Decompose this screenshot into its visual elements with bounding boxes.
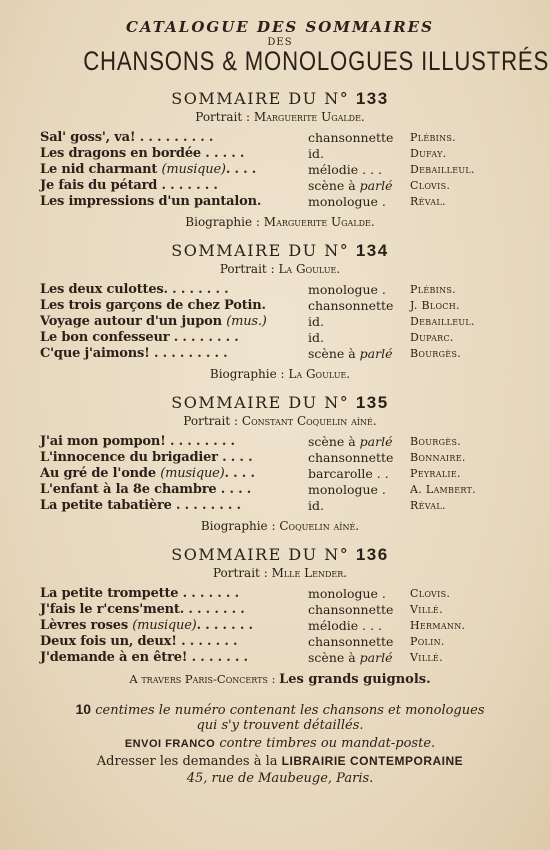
entry-genre-extra: . (381, 586, 386, 601)
entry-title (40, 130, 213, 146)
entry-genre (308, 346, 393, 362)
entry-author: A. Lambert. (410, 483, 476, 496)
entry-title (40, 346, 228, 362)
leader-dots: . . . . (225, 162, 257, 177)
portrait-name: Marguerite Ugalde. (253, 110, 365, 124)
sommaire-title (40, 545, 520, 565)
entry-title-extra: (musique) (161, 162, 226, 177)
entry-genre-extra: parlé (359, 434, 393, 449)
entry-genre (308, 634, 393, 650)
entry-title-text: J'fais le r'cens'ment (40, 602, 180, 617)
address-pre: Adresser les demandes à la (96, 754, 278, 769)
entry-title (40, 282, 228, 298)
sommaire-entry (40, 586, 520, 602)
entry-title-text: Deux fois un, deux! (40, 634, 177, 649)
entry-genre (308, 330, 324, 346)
sommaire-number: 134 (355, 241, 389, 260)
entry-author: Réval. (410, 195, 446, 208)
entry-genre (308, 586, 386, 602)
entry-title-text: Au gré de l'onde (40, 466, 156, 481)
entry-genre-text: monologue (308, 482, 378, 497)
leader-dots: . . . . . . . . . (135, 130, 214, 145)
entry-title-text: J'ai mon pompon! (40, 434, 166, 449)
entry-genre-extra: . . . (362, 618, 383, 633)
entry-author: Bourgès. (410, 347, 462, 360)
portrait-label: Portrait : (183, 414, 239, 428)
entry-genre-text: chansonnette (308, 450, 394, 465)
portrait-name: La Goulue. (278, 262, 341, 276)
leader-dots: . (256, 194, 262, 209)
sommaire-entry (40, 498, 520, 514)
entry-author: Réval. (410, 499, 446, 512)
sommaire-entry (40, 178, 520, 194)
sommaire-entry (40, 618, 520, 634)
entry-author: Peyralie. (410, 467, 461, 480)
entry-title (40, 498, 241, 514)
sommaire-entry (40, 434, 520, 450)
sommaire-entry (40, 650, 520, 666)
sommaire-entry (40, 162, 520, 178)
sommaire-entry (40, 450, 520, 466)
sommaire-entry (40, 282, 520, 298)
address-line (40, 754, 520, 769)
sommaire-title (40, 89, 520, 109)
entry-title (40, 482, 251, 498)
entry-genre-text: mélodie (308, 162, 359, 177)
entry-author: Bonnaire. (410, 451, 466, 464)
entry-genre-extra: . (381, 282, 386, 297)
leader-dots: . . . . . . . (157, 178, 218, 193)
leader-dots: . . . . . . . . (179, 602, 245, 617)
entry-author: Dufay. (410, 147, 447, 160)
leader-dots: . . . . . . . (178, 586, 239, 601)
leader-dots: . . . . . . . . (165, 434, 235, 449)
entry-genre-extra: parlé (359, 346, 393, 361)
entry-genre (308, 466, 389, 482)
entry-genre-text: scène à (308, 650, 356, 665)
entry-genre (308, 314, 324, 330)
envoi-franco: ENVOI FRANCO (124, 738, 216, 750)
biographie-name: Marguerite Ugalde. (263, 215, 375, 229)
leader-dots: . . . . (216, 482, 252, 497)
portrait-label: Portrait : (195, 110, 251, 124)
sommaire-section (40, 393, 520, 533)
leader-dots: . . . . . . . . (171, 498, 241, 513)
header-des-line: DES (267, 37, 293, 48)
entry-title (40, 434, 235, 450)
entry-author: J. Bloch. (410, 299, 460, 312)
entry-author: Plébins. (410, 131, 456, 144)
entry-genre-text: monologue (308, 282, 378, 297)
portrait-line (40, 566, 520, 580)
entry-title (40, 602, 245, 618)
entry-genre (308, 146, 324, 162)
entry-title-text: Les dragons en bordée (40, 146, 201, 161)
sommaire-entry (40, 194, 520, 210)
leader-dots: . . . . . . . . . (149, 346, 228, 361)
sommaire-title (40, 393, 520, 413)
entry-genre-text: scène à (308, 346, 356, 361)
entry-title (40, 586, 239, 602)
entry-genre (308, 482, 386, 498)
entry-author: Villé. (410, 603, 443, 616)
sommaire-entry (40, 130, 520, 146)
entry-genre-text: id. (308, 314, 324, 329)
sommaire-title (40, 241, 520, 261)
entry-genre-extra: . . (376, 466, 389, 481)
entry-genre (308, 650, 393, 666)
sommaire-title-text: SOMMAIRE DU N° (171, 89, 350, 108)
price-text: centimes le numéro contenant les chansons et monologues (95, 703, 485, 718)
entry-title (40, 618, 253, 634)
entry-genre (308, 130, 393, 146)
special-line (40, 672, 520, 687)
header-main-title: CHANSONS & MONOLOGUES ILLUSTRÉS (83, 46, 550, 76)
entry-author: Bourgès. (410, 435, 462, 448)
entry-title-text: Les deux culottes (40, 282, 164, 297)
entry-author: Duparc. (410, 331, 454, 344)
entry-title-extra: (mus.) (226, 314, 267, 329)
entry-genre-text: scène à (308, 178, 356, 193)
entry-genre-text: chansonnette (308, 634, 394, 649)
leader-dots: . . . . (217, 450, 253, 465)
entry-title-extra: (musique) (132, 618, 197, 633)
leader-dots: . (261, 298, 266, 313)
entry-genre-text: monologue (308, 586, 378, 601)
biographie-name: Coquelin aîné. (279, 519, 360, 533)
entry-genre (308, 178, 393, 194)
entry-genre-text: scène à (308, 434, 356, 449)
entry-genre (308, 162, 382, 178)
catalogue-footer (40, 701, 520, 786)
entry-author: Polin. (410, 635, 445, 648)
entry-title (40, 330, 239, 346)
entry-genre (308, 282, 386, 298)
entry-genre-text: barcarolle (308, 466, 373, 481)
entry-title (40, 314, 267, 330)
entry-title-text: La petite tabatière (40, 498, 172, 513)
sommaire-section (40, 545, 520, 687)
entry-genre-extra: . (381, 482, 386, 497)
leader-dots: . . . . . . . (196, 618, 253, 633)
sommaire-title-text: SOMMAIRE DU N° (171, 545, 350, 564)
entry-title (40, 146, 244, 162)
sommaire-entry (40, 602, 520, 618)
special-label: A travers Paris-Concerts : (129, 672, 276, 686)
portrait-line (40, 262, 520, 276)
biographie-label: Biographie : (200, 519, 276, 533)
entry-genre-extra: parlé (359, 650, 393, 665)
sommaire-entry (40, 466, 520, 482)
sommaire-title-text: SOMMAIRE DU N° (171, 393, 350, 412)
biographie-line (40, 519, 520, 533)
entry-title (40, 650, 248, 666)
entry-title (40, 450, 252, 466)
biographie-label: Biographie : (209, 367, 285, 381)
catalogue-header (40, 18, 550, 77)
entry-genre-extra: parlé (359, 178, 393, 193)
special-text: Les grands guignols. (279, 672, 431, 687)
sommaire-entry (40, 330, 520, 346)
entry-genre-text: chansonnette (308, 130, 394, 145)
sommaire-number: 136 (355, 545, 389, 564)
entry-title (40, 298, 266, 314)
entry-title-text: J'demande à en être! (40, 650, 188, 665)
leader-dots: . . . . . . . . (163, 282, 229, 297)
entry-genre (308, 450, 393, 466)
entry-genre-text: id. (308, 330, 324, 345)
leader-dots: . . . . . . . (176, 634, 238, 649)
sommaire-section (40, 89, 520, 229)
entry-author: Hermann. (410, 619, 466, 632)
leader-dots: . . . . . . . . (169, 330, 239, 345)
entry-genre (308, 602, 393, 618)
entry-genre (308, 298, 393, 314)
entry-author: Debailleul. (410, 163, 475, 176)
price-number: 10 (75, 701, 92, 717)
entry-genre (308, 194, 386, 210)
entry-title-text: L'innocence du brigadier (40, 450, 218, 465)
portrait-label: Portrait : (219, 262, 275, 276)
entry-genre-extra: . . . (362, 162, 383, 177)
entry-title-text: Les impressions d'un pantalon (40, 194, 257, 209)
entry-genre-text: id. (308, 498, 324, 513)
entry-title-text: Voyage autour d'un jupon (40, 314, 222, 329)
header-catalogue-line: CATALOGUE DES SOMMAIRES (126, 18, 434, 36)
sommaire-entry (40, 314, 520, 330)
sommaire-section (40, 241, 520, 381)
price-line (40, 701, 520, 718)
entry-title (40, 162, 256, 178)
entry-title-text: Lèvres roses (40, 618, 128, 633)
leader-dots: . . . . . (200, 146, 245, 161)
sommaires-list (40, 89, 520, 687)
sommaire-number: 133 (355, 89, 389, 108)
entry-title-text: Le nid charmant (40, 162, 158, 177)
sommaire-entry (40, 346, 520, 362)
entry-author: Plébins. (410, 283, 456, 296)
entry-title-text: L'enfant à la 8e chambre (40, 482, 217, 497)
portrait-name: Constant Coquelin aîné. (241, 414, 377, 428)
sommaire-number: 135 (355, 393, 389, 412)
entry-title (40, 178, 218, 194)
envoi-line (40, 736, 520, 751)
biographie-name: La Goulue. (288, 367, 351, 381)
entry-title-text: Sal' goss', va! (40, 130, 136, 145)
entry-title-text: La petite trompette (40, 586, 179, 601)
biographie-line (40, 367, 520, 381)
sommaire-entry (40, 482, 520, 498)
entry-title-text: Le bon confesseur (40, 330, 170, 345)
entry-genre (308, 618, 382, 634)
entry-title-text: C'que j'aimons! (40, 346, 150, 361)
entry-author: Clovis. (410, 179, 451, 192)
portrait-label: Portrait : (212, 566, 268, 580)
entry-author: Villé. (410, 651, 443, 664)
leader-dots: . . . . (224, 466, 255, 481)
street-address: 45, rue de Maubeuge, Paris. (186, 771, 374, 786)
librairie-name: LIBRAIRIE CONTEMPORAINE (281, 754, 464, 768)
biographie-label: Biographie : (185, 215, 260, 229)
sommaire-entry (40, 146, 520, 162)
entry-genre (308, 498, 324, 514)
portrait-line (40, 414, 520, 428)
sommaire-entry (40, 298, 520, 314)
sommaire-entry (40, 634, 520, 650)
entry-title-extra: (musique) (160, 466, 225, 481)
biographie-line (40, 215, 520, 229)
entry-genre-text: chansonnette (308, 602, 394, 617)
entry-title-text: Les trois garçons de chez Potin (40, 298, 262, 313)
envoi-rest: contre timbres ou mandat-poste. (219, 736, 436, 751)
entry-genre-text: monologue (308, 194, 378, 209)
entry-genre-text: id. (308, 146, 324, 161)
portrait-name: Mlle Lender. (271, 566, 348, 580)
entry-title (40, 466, 255, 482)
entry-author: Debailleul. (410, 315, 475, 328)
entry-genre (308, 434, 393, 450)
entry-title (40, 194, 261, 210)
entry-author: Clovis. (410, 587, 451, 600)
portrait-line (40, 110, 520, 124)
entry-title (40, 634, 237, 650)
entry-genre-text: mélodie (308, 618, 359, 633)
leader-dots: . . . . . . . (187, 650, 248, 665)
entry-genre-text: chansonnette (308, 298, 394, 313)
entry-genre-extra: . (381, 194, 386, 209)
price-text-line2: qui s'y trouvent détaillés. (196, 718, 364, 733)
sommaire-title-text: SOMMAIRE DU N° (171, 241, 350, 260)
entry-title-text: Je fais du pétard (40, 178, 158, 193)
